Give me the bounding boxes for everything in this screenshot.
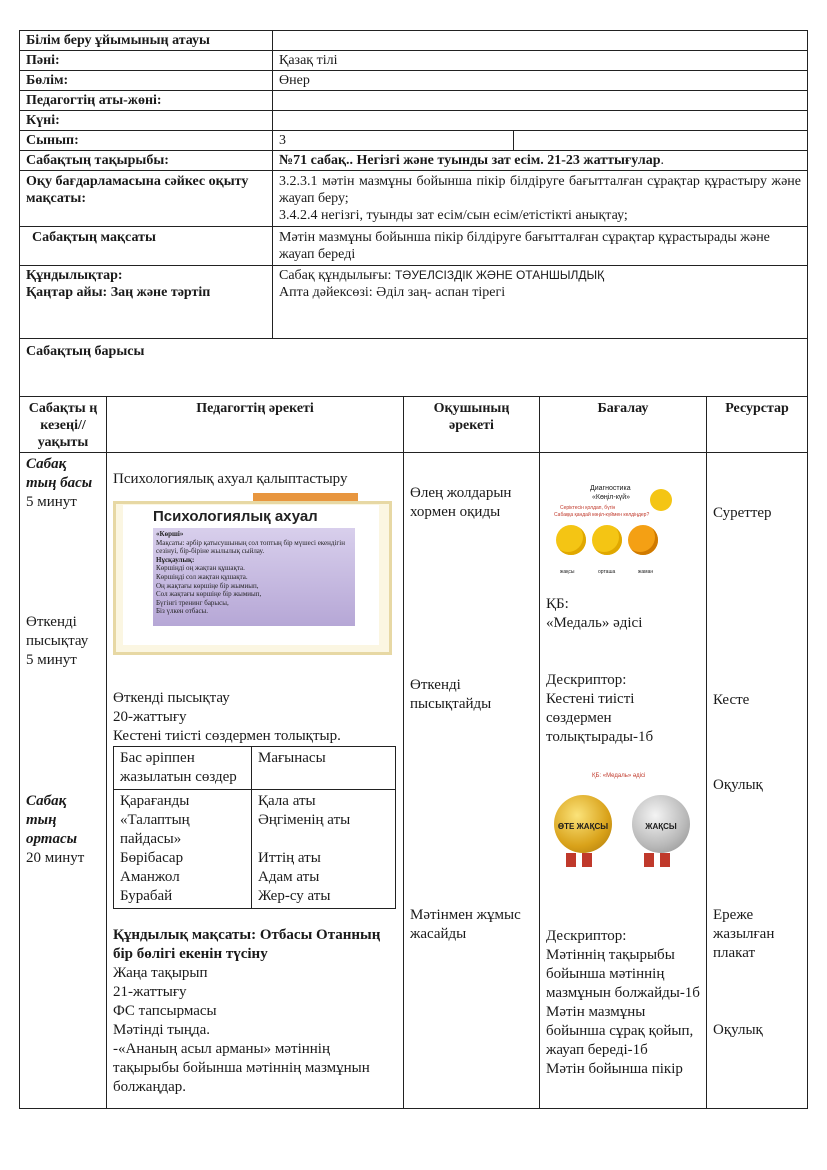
silver-medal-icon [632,795,690,853]
process-table [19,396,808,1109]
lesson-value [279,267,801,284]
stage-middle-time: 20 минут [26,850,85,866]
res-poster: Ереже жазылған плакат [713,907,775,961]
gold-ribbon-2 [582,853,592,867]
review-heading: Өткенді пысықтау [113,690,230,706]
value-prefix: Сабақ құндылығы: [279,268,395,283]
medal-silver-label: ЖАҚСЫ [645,822,677,831]
goal-row [20,227,808,266]
gold-medal-icon [554,795,612,853]
student-column [404,453,540,1109]
wink-face-icon [628,525,658,555]
descriptor-2-title: Дескриптор: [546,928,627,944]
happy-face-icon [556,525,586,555]
words-table-body [114,790,396,909]
res-textbook-2: Оқулық [713,1022,763,1038]
progress-row [20,339,808,397]
meaning-5: Адам аты [258,869,320,885]
meaning-6: Жер-су аты [258,888,331,904]
thumbs-face-icon [650,489,672,511]
col-assessment: Бағалау [540,397,707,453]
new-topic: Жаңа тақырып [113,965,208,981]
class-extra [514,131,808,151]
diag-q1: Серіктесін қолдап, бүгін [560,505,616,511]
mood-diagnostic [546,483,700,595]
words-right-cell [252,790,396,909]
predict-task: -«Ананың асыл арманы» мәтіннің тақырыбы бойынша мәтіннің мазмұнын болжаңдар. [113,1041,370,1095]
subject-label: Пәні: [20,51,273,71]
subject-row [20,51,808,71]
meaning-1: Қала аты [258,793,316,809]
psych-card [153,528,355,626]
teacher-column [107,453,404,1109]
silver-ribbon-2 [660,853,670,867]
psych-card-goal: Мақсаты: әрбір қатысушының сол топтың бір мүшесі екендігін сезінуі, бір-біріне жылылық сыйлау. [156,538,345,556]
class-row [20,131,808,151]
value-heading: Құндылық мақсаты: Отбасы Отанның бір бөлігі екенін түсіну [113,927,381,962]
review-task: Кестені тиісті сөздермен толықтыр. [113,728,341,744]
resources-column [707,453,808,1109]
topic-value: №71 сабақ.. Негізгі және туынды зат есім. 21-23 жаттығулар [279,153,661,168]
date-label: Күні: [20,111,273,131]
medal-image [546,767,700,889]
face-label-1: жақсы [560,569,575,575]
psych-step-5: Бүгінгі тренинг барысы, [156,598,229,607]
silver-ribbon [644,853,654,867]
values-cell [20,266,273,339]
date-row [20,111,808,131]
face-label-3: жаман [638,569,654,575]
word-4: Аманжол [120,869,180,885]
section-row [20,71,808,91]
stage-start-time: 5 минут [26,494,77,510]
listen-task: Мәтінді тыңда. [113,1022,210,1038]
diag-sub: «Көңіл-күй» [592,494,631,501]
psych-step-4: Сол жақтағы көршіңе бір жымиып, [156,590,262,599]
psych-step-1: Көршіңді оң жақтан құшақта. [156,564,245,573]
meaning-2: Әңгіменің аты [258,812,351,828]
descriptor-1: Кестені тиісті сөздермен толықтырады-1б [546,691,654,745]
process-body-row [20,453,808,1109]
section-label: Бөлім: [20,71,273,91]
stage-column [20,453,107,1109]
neutral-face-icon [592,525,622,555]
words-table [113,746,396,909]
objectives-row [20,171,808,227]
gold-ribbon [566,853,576,867]
psych-step-3: Оң жақтағы көршіңе бір жымиып, [156,581,259,590]
descriptor-1-title: Дескриптор: [546,672,627,688]
medal-caption: ҚБ: «Медаль» әдісі [592,773,646,779]
descriptor-2c: Мәтін бойынша пікір [546,1061,683,1077]
col-stage: Сабақты ң кезеңі// уақыты [20,397,107,453]
teacher-label: Педагогтің аты-жөні: [20,91,273,111]
week-motto: Апта дәйексөзі: Әділ заң- аспан тірегі [279,285,506,300]
review-exercise: 20-жаттығу [113,709,187,725]
psych-image [113,493,388,655]
student-middle: Мәтінмен жұмыс жасайды [410,907,521,942]
topic-dot: . [660,153,665,168]
word-1: Қарағанды [120,793,190,809]
subject-value: Қазақ тілі [273,51,808,71]
stage-review-title: Өткенді пысықтау [26,614,89,649]
medal-gold-label: ӨТЕ ЖАҚСЫ [557,822,609,831]
org-label: Білім беру ұйымының атауы [20,31,273,51]
descriptor-2b: Мәтін мазмұны бойынша сұрақ қойып, жауап береді-1б [546,1004,694,1058]
class-label: Сынып: [20,131,273,151]
topic-cell [273,151,808,171]
section-value: Өнер [273,71,808,91]
goal-label: Сабақтың мақсаты [20,227,273,266]
meaning-3 [258,830,389,849]
res-pictures: Суреттер [713,505,772,521]
progress-label: Сабақтың барысы [20,339,808,397]
words-left-cell [114,790,252,909]
lesson-plan [19,30,807,1109]
objectives-cell [273,171,808,227]
assessment-column [540,453,707,1109]
psych-step-6: Біз үлкен отбасы. [156,607,208,616]
psych-heading: Психологиялық ахуал қалыптастыру [113,471,348,487]
teacher-row [20,91,808,111]
col-teacher: Педагогтің әрекеті [107,397,404,453]
fb-label: ҚБ: [546,596,569,612]
exercise-21: 21-жаттығу [113,984,187,1000]
values-content [273,266,808,339]
res-table: Кесте [713,692,750,708]
stage-review-time: 5 минут [26,652,77,668]
org-row [20,31,808,51]
diag-q2: Сабаққа қандай көңіл-күймен келдіңдер? [554,512,650,518]
word-2: «Талаптың пайдасы» [120,812,190,847]
student-review: Өткенді пысықтайды [410,677,492,712]
process-header-row [20,397,808,453]
objectives-label: Оқу бағдарламасына сәйкес оқыту мақсаты: [20,171,273,227]
words-head-right: Мағынасы [252,747,396,790]
face-label-2: орташа [598,569,616,575]
org-value [273,31,808,51]
stage-start-title: Сабақ тың басы [26,456,93,491]
value-caps: ТӘУЕЛСІЗДІК ЖӘНЕ ОТАНШЫЛДЫҚ [394,268,605,282]
word-5: Бурабай [120,888,173,904]
values-row [20,266,808,339]
teacher-value [273,91,808,111]
descriptor-2a: Мәтіннің тақырыбы бойынша мәтіннің мазмұнын болжайды-1б [546,947,700,1001]
student-start: Өлең жолдарын хормен оқиды [410,485,512,520]
info-table [19,30,808,397]
fb-method: «Медаль» әдісі [546,615,643,631]
psych-step-2: Көршіңді сол жақтан құшақта. [156,572,248,581]
fs-task: ФС тапсырмасы [113,1003,217,1019]
class-value: 3 [273,131,514,151]
topic-row [20,151,808,171]
objective-2: 3.4.2.4 негізгі, туынды зат есім/сын есім/етістікті анықтау; [279,208,628,223]
words-table-head [114,747,396,790]
month-label: Қаңтар айы: Заң және тәртіп [26,285,211,300]
date-value [273,111,808,131]
objective-1: 3.2.3.1 мәтін мазмұны бойынша пікір білдіруге бағытталған сұрақтар құрастыру және жауап беру; [279,174,801,206]
goal-value: Мәтін мазмұны бойынша пікір білдіруге бағытталған сұрақтар құрастырады және жауап береді [273,227,808,266]
res-textbook: Оқулық [713,777,763,793]
col-resources: Ресурстар [707,397,808,453]
stage-middle-title: Сабақ тың ортасы [26,793,78,847]
values-label: Құндылықтар: [26,268,123,283]
words-head-left: Бас әріппен жазылатын сөздер [114,747,252,790]
diag-title: Диагностика [590,485,631,492]
topic-label: Сабақтың тақырыбы: [20,151,273,171]
col-student: Оқушының әрекеті [404,397,540,453]
psych-image-title: Психологиялық ахуал [153,508,318,525]
meaning-4: Иттің аты [258,850,321,866]
psych-card-steps-title: Нұсқаулық: [156,555,195,564]
psych-card-name: «Көрші» [156,530,184,538]
word-3: Бөрібасар [120,850,184,866]
